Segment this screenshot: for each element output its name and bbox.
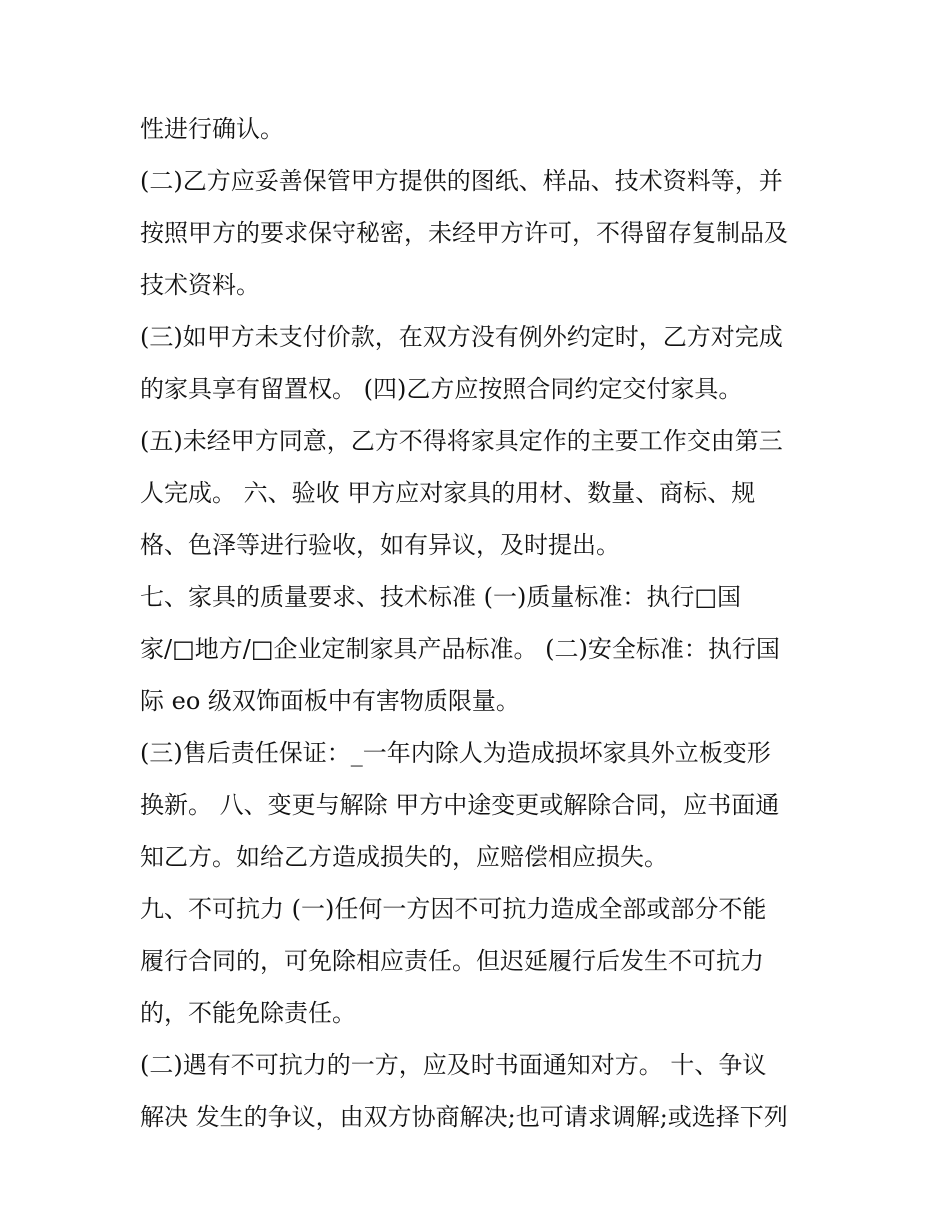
text-line: 人完成。 六、验收 甲方应对家具的用材、数量、商标、规 xyxy=(140,479,756,507)
text-line: 履行合同的，可免除相应责任。但迟延履行后发生不可抗力 xyxy=(140,947,764,975)
text-line: 的，不能免除责任。 xyxy=(140,999,356,1027)
text-line: (三)如甲方未支付价款，在双方没有例外约定时，乙方对完成 xyxy=(140,323,783,351)
text-line: 换新。 八、变更与解除 甲方中途变更或解除合同，应书面通 xyxy=(140,791,780,819)
text-line: 七、家具的质量要求、技术标准 (一)质量标准：执行□国 xyxy=(140,583,742,611)
text-line: 解决 发生的争议，由双方协商解决;也可请求调解;或选择下列 xyxy=(140,1103,788,1131)
text-line: 按照甲方的要求保守秘密，未经甲方许可，不得留存复制品及 xyxy=(140,219,788,247)
text-line: 家/□地方/□企业定制家具产品标准。 (二)安全标准：执行国 xyxy=(140,635,780,663)
text-line: 技术资料。 xyxy=(140,271,260,299)
text-line: 九、不可抗力 (一)任何一方因不可抗力造成全部或部分不能 xyxy=(140,895,767,923)
text-line: 知乙方。如给乙方造成损失的，应赔偿相应损失。 xyxy=(140,843,668,871)
text-line: (二)乙方应妥善保管甲方提供的图纸、样品、技术资料等，并 xyxy=(140,167,783,195)
text-line: 际 eo 级双饰面板中有害物质限量。 xyxy=(140,687,520,715)
text-line: (五)未经甲方同意，乙方不得将家具定作的主要工作交由第三 xyxy=(140,427,783,455)
contract-text xyxy=(140,103,820,1143)
text-line: (三)售后责任保证：_一年内除人为造成损坏家具外立板变形 xyxy=(140,739,771,767)
text-line: 的家具享有留置权。 (四)乙方应按照合同约定交付家具。 xyxy=(140,375,743,403)
text-line: 性进行确认。 xyxy=(140,115,284,143)
text-line: 格、色泽等进行验收，如有异议，及时提出。 xyxy=(140,531,620,559)
text-line: (二)遇有不可抗力的一方，应及时书面通知对方。 十、争议 xyxy=(140,1051,767,1079)
